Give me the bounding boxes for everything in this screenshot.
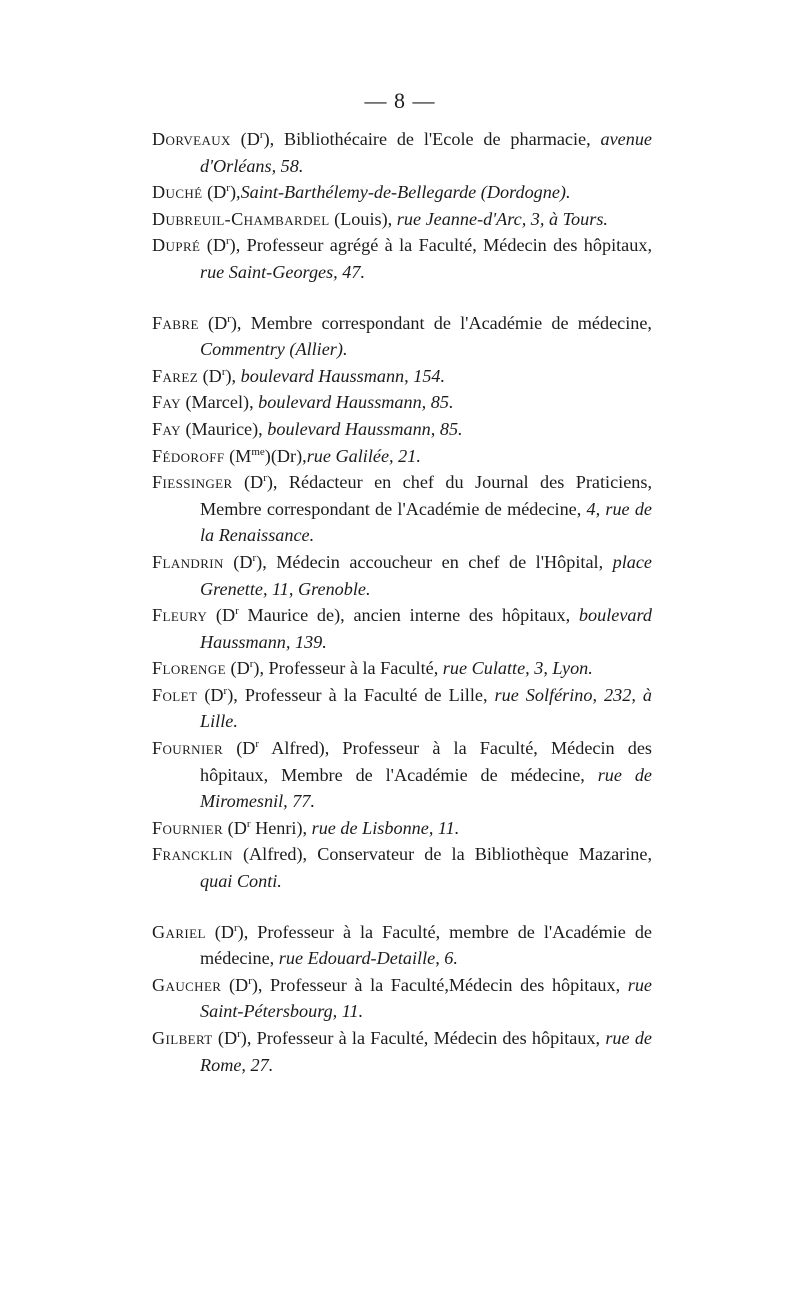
entry-address: avenue d'Orléans, 58. xyxy=(200,129,652,176)
directory-entry xyxy=(152,815,652,842)
entry-address: rue de Miromesnil, 77. xyxy=(200,764,652,812)
entry-title: (D xyxy=(202,182,227,203)
entry-superscript: r xyxy=(237,1027,241,1040)
entry-description: ), Professeur à la Faculté, membre de l'Académie de médecine, xyxy=(200,921,653,969)
entry-title: (D xyxy=(221,974,249,995)
entry-superscript: r xyxy=(252,551,257,564)
entry-superscript: r xyxy=(255,738,260,750)
entry-title: (D xyxy=(225,658,250,679)
entry-description: ), Membre correspondant de l'Académie de médecine, xyxy=(230,312,652,333)
entry-description: ), Médecin accoucheur en chef de l'Hôpital, xyxy=(256,551,613,572)
entry-description: ), xyxy=(229,182,241,203)
directory-entry xyxy=(152,416,652,443)
directory-entry xyxy=(152,389,652,416)
entry-name: Francklin xyxy=(152,844,233,865)
entry-name: Folet xyxy=(152,684,198,705)
entry-address: Commentry (Allier). xyxy=(200,339,348,360)
directory-entry xyxy=(152,310,652,363)
entry-name: Dubreuil-Chambardel xyxy=(152,208,330,229)
entry-title: (D xyxy=(205,921,234,942)
directory-entry xyxy=(152,549,652,602)
entry-superscript: r xyxy=(235,605,239,618)
entry-title: (D xyxy=(223,738,256,759)
directory-entry xyxy=(152,206,652,233)
entry-address: 4, rue de la Renaissance. xyxy=(200,498,652,546)
page-number: — 8 — xyxy=(364,88,436,113)
entry-name: Flandrin xyxy=(152,551,224,572)
entry-superscript: r xyxy=(248,974,252,987)
entry-name: Dupré xyxy=(152,235,201,256)
entry-description: ), Bibliothécaire de l'Ecole de pharmacie, xyxy=(263,129,601,149)
entry-name: Fabre xyxy=(152,312,199,333)
entry-description: ), Professeur à la Faculté, xyxy=(253,658,443,679)
entry-address: Saint-Barthélemy-de-Bellegarde (Dordogne). xyxy=(240,182,571,203)
entry-title: (D xyxy=(223,551,253,572)
directory-entry xyxy=(152,655,652,682)
directory-entry xyxy=(152,735,652,815)
entry-title: (M xyxy=(224,445,252,466)
entry-description: Henri), xyxy=(250,817,312,838)
letter-section xyxy=(152,310,652,895)
directory-entry xyxy=(152,602,652,655)
entry-description: )(Dr), xyxy=(264,445,307,466)
entry-name: Fournier xyxy=(152,738,224,759)
entry-name: Fay xyxy=(152,392,181,413)
entry-superscript: r xyxy=(221,365,226,378)
directory-entry xyxy=(152,682,652,735)
entry-superscript: me xyxy=(251,445,265,458)
entry-name: Gariel xyxy=(152,921,206,942)
entry-name: Dorveaux xyxy=(152,129,231,149)
entry-address: rue de Lisbonne, 11. xyxy=(311,817,460,838)
entry-address: boulevard Haussmann, 154. xyxy=(240,365,446,386)
directory-entry xyxy=(152,841,652,894)
entry-title: (D xyxy=(207,605,236,626)
entry-address: rue Galilée, 21. xyxy=(306,445,421,466)
entry-address: rue de Rome, 27. xyxy=(200,1028,652,1075)
entry-superscript: r xyxy=(259,128,264,141)
entry-title: (Marcel), xyxy=(180,392,259,413)
entry-title: (Alfred), xyxy=(232,844,318,865)
entry-superscript: r xyxy=(263,472,267,485)
entry-superscript: r xyxy=(246,817,251,830)
directory-entry xyxy=(152,363,652,390)
directory-entry xyxy=(152,469,652,549)
entry-name: Fleury xyxy=(152,605,208,626)
entry-name: Fiessinger xyxy=(152,472,233,493)
entry-description: ), Rédacteur en chef du Journal des Praticiens, Membre correspondant de l'Académie de médecine, xyxy=(200,472,652,519)
entry-address: rue Edouard-Detaille, 6. xyxy=(278,948,458,969)
directory-entry xyxy=(152,919,652,972)
entry-description: ), Professeur à la Faculté,Médecin des hôpitaux, xyxy=(251,974,628,995)
entry-title: (D xyxy=(212,1028,238,1048)
entry-title: (Maurice), xyxy=(180,418,268,439)
entry-name: Fournier xyxy=(152,817,224,838)
entry-address: rue Jeanne-d'Arc, 3, à Tours. xyxy=(396,208,608,229)
entry-title: (D xyxy=(197,684,224,705)
directory-entry xyxy=(152,232,652,285)
entry-superscript: r xyxy=(227,312,231,325)
entry-superscript: r xyxy=(223,684,228,697)
directory-list xyxy=(152,126,652,1078)
entry-title: (D xyxy=(200,235,226,256)
entry-address: quai Conti. xyxy=(200,871,282,892)
entry-name: Farez xyxy=(152,365,199,386)
letter-section xyxy=(152,126,652,286)
directory-entry xyxy=(152,443,652,470)
entry-address: rue Saint-Georges, 47. xyxy=(200,261,366,282)
directory-entry xyxy=(152,1025,652,1078)
entry-superscript: r xyxy=(249,658,254,671)
entry-title: (Louis), xyxy=(329,208,397,229)
entry-description: ), Professeur à la Faculté, Médecin des hôpitaux, xyxy=(240,1028,606,1048)
entry-superscript: r xyxy=(225,235,230,248)
entry-description: Alfred), Professeur à la Faculté, Médecin des hôpitaux, Membre de l'Académie de médecine, xyxy=(200,738,652,785)
entry-title: (D xyxy=(223,817,247,838)
entry-description: ), Professeur agrégé à la Faculté, Médecin des hôpitaux, xyxy=(229,235,652,256)
entry-address: rue Saint-Pétersbourg, 11. xyxy=(200,974,652,1022)
entry-title: (D xyxy=(230,129,260,149)
directory-entry xyxy=(152,126,652,179)
entry-description: Maurice de), ancien interne des hôpitaux, xyxy=(238,605,579,626)
entry-title: (D xyxy=(232,472,264,493)
entry-address: rue Solférino, 232, à Lille. xyxy=(200,684,652,732)
entry-address: rue Culatte, 3, Lyon. xyxy=(442,658,593,679)
entry-name: Gilbert xyxy=(152,1028,213,1048)
entry-address: boulevard Haussmann, 139. xyxy=(200,605,652,652)
entry-superscript: r xyxy=(233,921,238,934)
entry-title: (D xyxy=(198,365,222,386)
entry-name: Duché xyxy=(152,182,203,203)
entry-description: ), Professeur à la Faculté de Lille, xyxy=(227,684,495,705)
directory-entry xyxy=(152,972,652,1025)
entry-name: Fédoroff xyxy=(152,445,225,466)
directory-entry xyxy=(152,179,652,206)
entry-title: (D xyxy=(198,312,228,333)
entry-name: Florenge xyxy=(152,658,226,679)
entry-address: boulevard Haussmann, 85. xyxy=(267,418,463,439)
entry-name: Gaucher xyxy=(152,974,222,995)
entry-name: Fay xyxy=(152,418,181,439)
entry-address: boulevard Haussmann, 85. xyxy=(258,392,454,413)
entry-description: Conservateur de la Bibliothèque Mazarine, xyxy=(317,844,652,865)
entry-address: place Grenette, 11, Grenoble. xyxy=(200,551,652,599)
entry-superscript: r xyxy=(226,182,230,195)
entry-description: ), xyxy=(225,365,241,386)
letter-section xyxy=(152,919,652,1079)
